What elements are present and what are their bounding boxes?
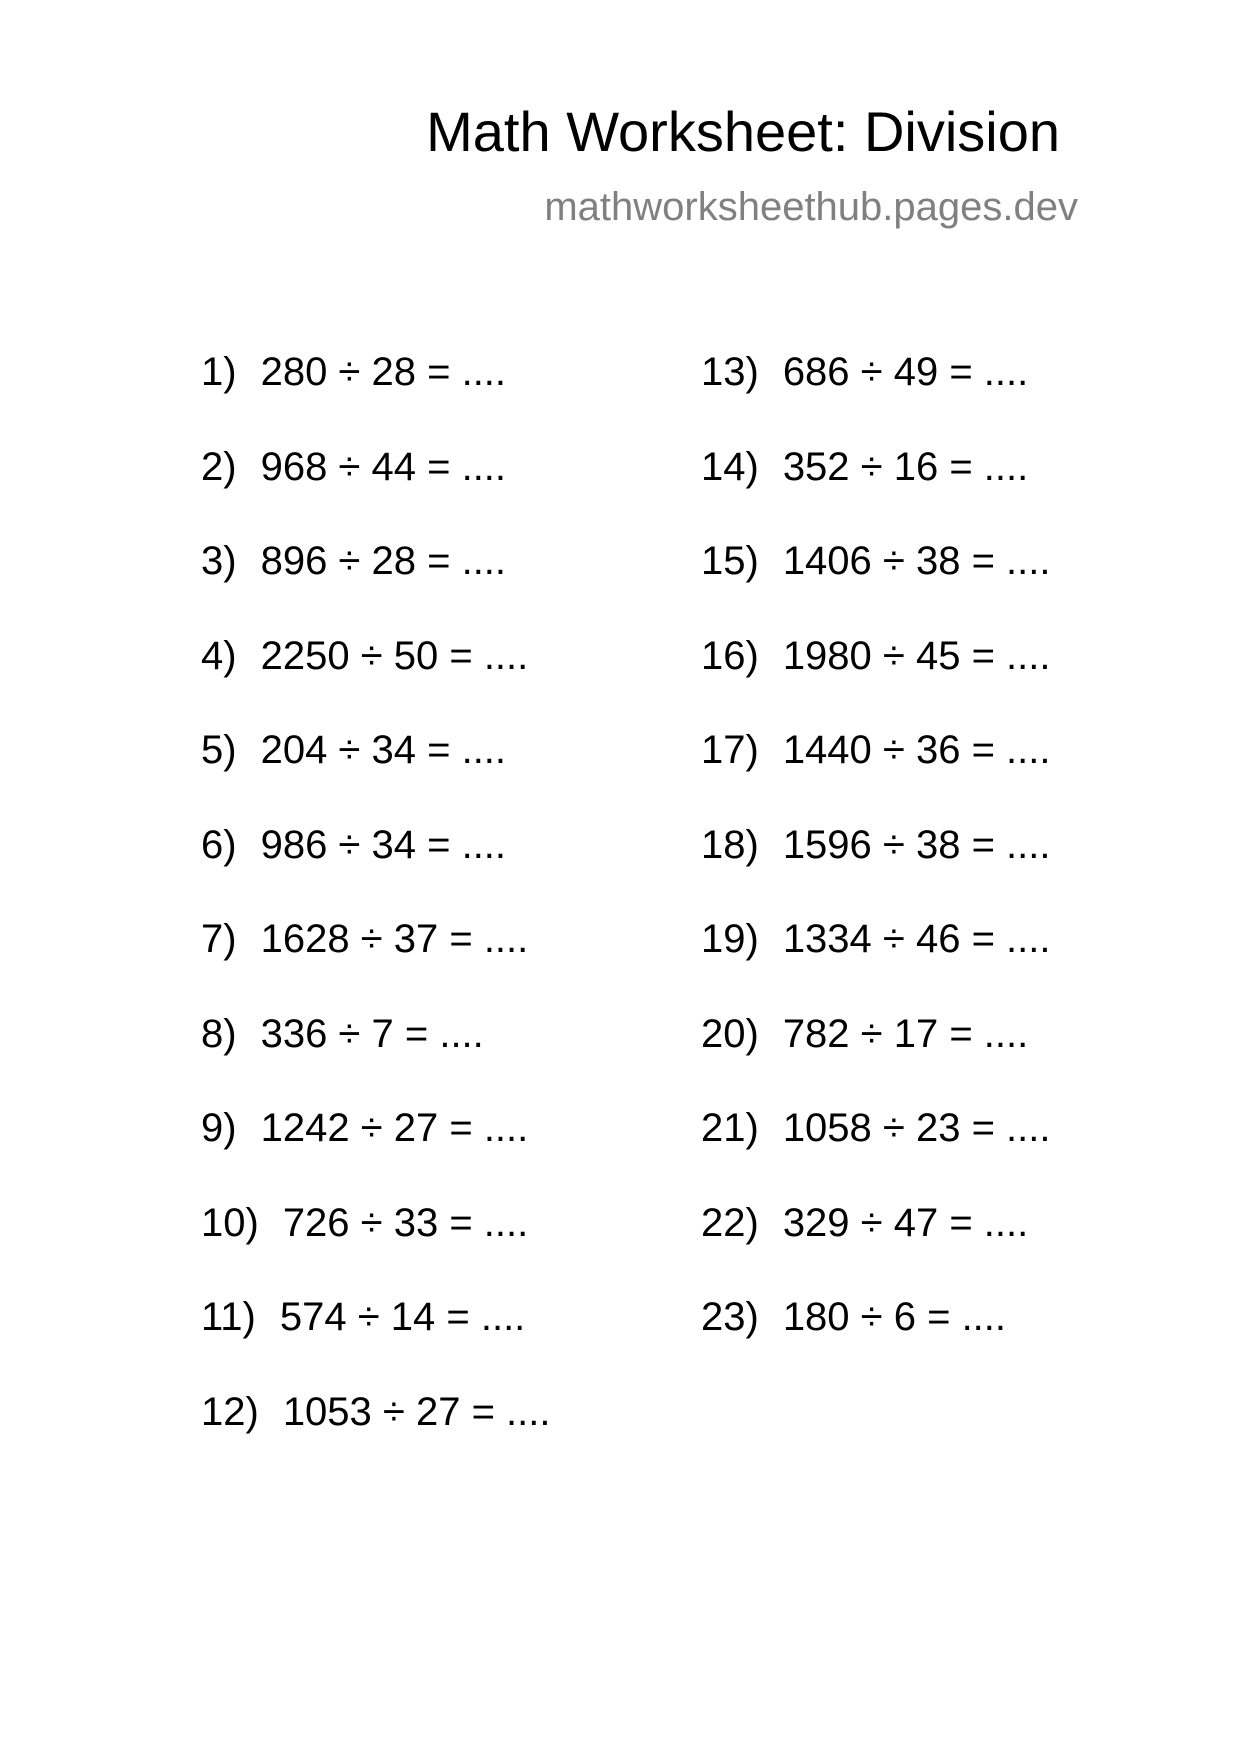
problem-item [701,915,1181,1010]
problem-item [701,443,1181,538]
problem-item [201,1199,681,1294]
problem-number: 6) [201,822,237,867]
problem-expression: 968 ÷ 44 = .... [260,444,507,489]
problem-item [701,537,1181,632]
problem-number: 1) [201,350,237,394]
problem-number: 2) [201,444,237,489]
problem-item [201,915,681,1010]
problem-expression: 574 ÷ 14 = .... [279,1295,526,1339]
problem-item [201,1010,681,1105]
problem-expression: 1440 ÷ 36 = .... [782,728,1051,772]
problem-number: 22) [701,1200,759,1245]
problem-number: 9) [201,1106,237,1150]
problem-expression: 1596 ÷ 38 = .... [782,822,1051,867]
problem-number: 12) [201,1389,259,1434]
problem-number: 17) [701,728,759,772]
problem-expression: 1628 ÷ 37 = .... [260,917,529,961]
problem-number: 19) [701,917,759,961]
problem-expression: 986 ÷ 34 = .... [260,822,507,867]
problem-number: 8) [201,1011,237,1056]
problem-expression: 329 ÷ 47 = .... [782,1200,1029,1245]
problem-item [201,537,681,632]
problem-item [201,726,681,821]
problem-number: 11) [201,1295,256,1339]
problem-number: 21) [701,1106,759,1150]
problem-expression: 686 ÷ 49 = .... [782,350,1029,394]
problem-item [201,632,681,727]
problem-number: 14) [701,444,759,489]
problem-number: 13) [701,350,759,394]
problem-number: 18) [701,822,759,867]
problem-expression: 1242 ÷ 27 = .... [260,1106,529,1150]
problem-item [201,443,681,538]
problem-expression: 1053 ÷ 27 = .... [282,1389,551,1434]
problem-item [201,1388,681,1483]
problem-number: 23) [701,1295,759,1339]
problem-item [701,1104,1181,1199]
problem-number: 5) [201,728,237,772]
problem-item [701,348,1181,443]
problem-column-right [701,348,1181,1388]
problem-item [701,821,1181,916]
problem-number: 7) [201,917,237,961]
problem-number: 3) [201,539,237,583]
problem-item [701,1199,1181,1294]
problem-column-left [201,348,681,1482]
problem-expression: 896 ÷ 28 = .... [260,539,507,583]
problem-item [201,1293,681,1388]
problem-number: 15) [701,539,759,583]
problem-expression: 336 ÷ 7 = .... [260,1011,484,1056]
problem-expression: 1058 ÷ 23 = .... [782,1106,1051,1150]
problem-item [701,632,1181,727]
problem-expression: 352 ÷ 16 = .... [782,444,1029,489]
problem-expression: 2250 ÷ 50 = .... [260,633,529,678]
problem-number: 10) [201,1200,259,1245]
problem-number: 20) [701,1011,759,1056]
problem-expression: 180 ÷ 6 = .... [782,1295,1007,1339]
problem-item [701,1010,1181,1105]
problem-expression: 1980 ÷ 45 = .... [782,633,1051,678]
problem-expression: 782 ÷ 17 = .... [782,1011,1029,1056]
problem-item [201,348,681,443]
site-url: mathworksheethub.pages.dev [544,185,1078,229]
problem-expression: 280 ÷ 28 = .... [260,350,507,394]
problem-number: 16) [701,633,759,678]
problem-item [701,726,1181,821]
problem-item [201,821,681,916]
worksheet-title: Math Worksheet: Division [426,100,1060,163]
problem-expression: 204 ÷ 34 = .... [260,728,507,772]
problem-expression: 1406 ÷ 38 = .... [782,539,1051,583]
problem-number: 4) [201,633,237,678]
problem-item [701,1293,1181,1388]
problem-expression: 726 ÷ 33 = .... [282,1200,529,1245]
problem-item [201,1104,681,1199]
problem-expression: 1334 ÷ 46 = .... [782,917,1051,961]
worksheet-header [0,0,1240,260]
